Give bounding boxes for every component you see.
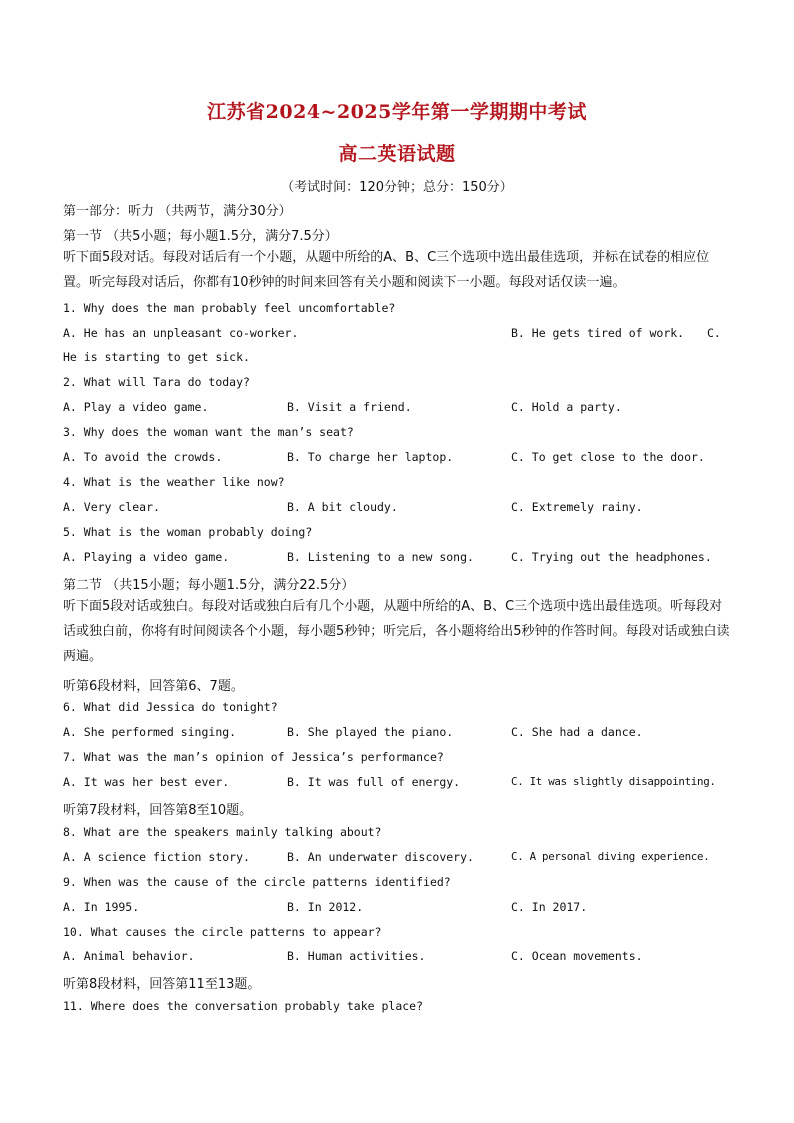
question-11: 11. Where does the conversation probably take place?	[63, 999, 424, 1013]
question-10: 10. What causes the circle patterns to appear?	[63, 925, 382, 939]
q8-option-a: A. A science fiction story.	[63, 850, 250, 864]
q10-option-c: C. Ocean movements.	[511, 949, 643, 963]
exam-subtitle: 高二英语试题	[338, 143, 456, 165]
question-1: 1. Why does the man probably feel uncomfortable?	[63, 301, 396, 315]
question-3: 3. Why does the woman want the man’s seat?	[63, 425, 354, 439]
q1-option-c-text: He is starting to get sick.	[63, 350, 250, 364]
q6-option-a: A. She performed singing.	[63, 725, 237, 739]
q8-option-c: C. A personal diving experience.	[511, 850, 710, 863]
q2-option-b: B. Visit a friend.	[287, 400, 412, 414]
q4-option-a: A. Very clear.	[63, 500, 160, 514]
q5-option-a: A. Playing a video game.	[63, 550, 230, 564]
q8-option-b: B. An underwater discovery.	[287, 850, 474, 864]
q6-option-c: C. She had a dance.	[511, 725, 643, 739]
q5-option-b: B. Listening to a new song.	[287, 550, 474, 564]
question-8: 8. What are the speakers mainly talking about?	[63, 825, 382, 839]
q6-option-b: B. She played the piano.	[287, 725, 454, 739]
q1-option-a: A. He has an unpleasant co-worker.	[63, 326, 299, 340]
q4-option-b: B. A bit cloudy.	[287, 500, 398, 514]
question-9: 9. When was the cause of the circle patterns identified?	[63, 875, 451, 889]
question-2: 2. What will Tara do today?	[63, 375, 250, 389]
section2-heading: 第二节 （共15小题；每小题1.5分，满分22.5分）	[63, 578, 355, 593]
q9-option-c: C. In 2017.	[511, 900, 588, 914]
q3-option-a: A. To avoid the crowds.	[63, 450, 223, 464]
q1-option-c-label: C.	[707, 326, 721, 340]
q10-option-a: A. Animal behavior.	[63, 949, 195, 963]
question-4: 4. What is the weather like now?	[63, 475, 285, 489]
q4-option-c: C. Extremely rainy.	[511, 500, 643, 514]
section1-heading: 第一节 （共5小题；每小题1.5分，满分7.5分）	[63, 229, 338, 244]
q2-option-c: C. Hold a party.	[511, 400, 622, 414]
question-7: 7. What was the man’s opinion of Jessica’s performance?	[63, 750, 444, 764]
q2-option-a: A. Play a video game.	[63, 400, 209, 414]
q1-option-b: B. He gets tired of work.	[511, 326, 685, 340]
q9-option-a: A. In 1995.	[63, 900, 140, 914]
question-6: 6. What did Jessica do tonight?	[63, 700, 278, 714]
exam-info: （考试时间：120分钟；总分：150分）	[281, 180, 513, 195]
material-8-note: 听第8段材料，回答第11至13题。	[63, 977, 261, 992]
material-6-note: 听第6段材料，回答第6、7题。	[63, 679, 244, 694]
section1-instructions: 听下面5段对话。每段对话后有一个小题，从题中所给的A、B、C三个选项中选出最佳选项，并标在试卷的相应位置。听完每段对话后，你都有10秒钟的时间来回答有关小题和阅读下一小题。每段对话仅读一遍。	[63, 250, 710, 290]
exam-title: 江苏省2024~2025学年第一学期期中考试	[207, 101, 587, 123]
part1-heading: 第一部分：听力 （共两节，满分30分）	[63, 204, 292, 219]
q10-option-b: B. Human activities.	[287, 949, 426, 963]
q7-option-a: A. It was her best ever.	[63, 775, 230, 789]
question-5: 5. What is the woman probably doing?	[63, 525, 313, 539]
q9-option-b: B. In 2012.	[287, 900, 364, 914]
q7-option-b: B. It was full of energy.	[287, 775, 461, 789]
section2-instructions: 听下面5段对话或独白。每段对话或独白后有几个小题，从题中所给的A、B、C三个选项中选出最佳选项。听每段对话或独白前，你将有时间阅读各个小题，每小题5秒钟；听完后，各小题将给出5秒钟的作答时间。每段对话或独白读两遍。	[63, 599, 730, 664]
q5-option-c: C. Trying out the headphones.	[511, 550, 712, 564]
q3-option-b: B. To charge her laptop.	[287, 450, 454, 464]
q3-option-c: C. To get close to the door.	[511, 450, 705, 464]
material-7-note: 听第7段材料，回答第8至10题。	[63, 803, 253, 818]
q7-option-c: C. It was slightly disappointing.	[511, 775, 716, 788]
